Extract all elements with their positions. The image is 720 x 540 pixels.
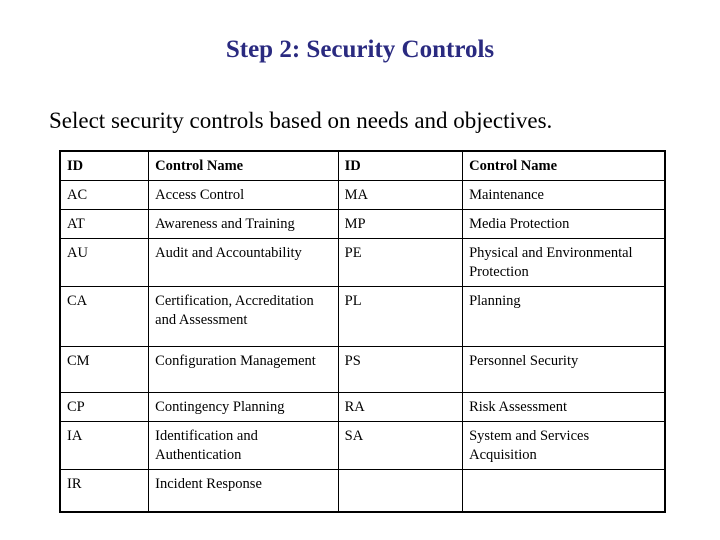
control-name-cell: Media Protection [463, 210, 665, 239]
control-name-cell: Physical and Environmental Protection [463, 239, 665, 287]
control-name-cell: Awareness and Training [149, 210, 338, 239]
header-id-2: ID [338, 151, 462, 181]
table-row [60, 210, 665, 239]
table-row [60, 422, 665, 470]
slide-subtitle: Select security controls based on needs and objectives. [49, 108, 553, 133]
control-name-cell: Contingency Planning [149, 393, 338, 422]
control-id-cell: PS [338, 347, 462, 393]
control-name-cell: Risk Assessment [463, 393, 665, 422]
control-id-cell [338, 470, 462, 512]
control-id-cell: MA [338, 181, 462, 210]
control-id-cell: CM [60, 347, 149, 393]
control-id-cell: CA [60, 287, 149, 347]
slide-title: Step 2: Security Controls [225, 36, 495, 63]
table-row [60, 181, 665, 210]
header-name-1: Control Name [149, 151, 338, 181]
control-id-cell: IA [60, 422, 149, 470]
control-name-cell: Planning [463, 287, 665, 347]
control-name-cell [463, 470, 665, 512]
control-name-cell: Incident Response [149, 470, 338, 512]
control-id-cell: MP [338, 210, 462, 239]
table-row [60, 347, 665, 393]
control-id-cell: PL [338, 287, 462, 347]
control-id-cell: AC [60, 181, 149, 210]
control-id-cell: RA [338, 393, 462, 422]
control-name-cell: Identification and Authentication [149, 422, 338, 470]
table-row [60, 393, 665, 422]
control-id-cell: IR [60, 470, 149, 512]
security-controls-table [59, 150, 666, 513]
table-row [60, 287, 665, 347]
control-id-cell: AU [60, 239, 149, 287]
control-id-cell: AT [60, 210, 149, 239]
table-header-row [60, 151, 665, 181]
control-name-cell: Certification, Accreditation and Assessment [149, 287, 338, 347]
table-row [60, 470, 665, 512]
control-name-cell: Configuration Management [149, 347, 338, 393]
control-name-cell: Maintenance [463, 181, 665, 210]
control-id-cell: CP [60, 393, 149, 422]
control-name-cell: Audit and Accountability [149, 239, 338, 287]
header-name-2: Control Name [463, 151, 665, 181]
control-id-cell: SA [338, 422, 462, 470]
control-id-cell: PE [338, 239, 462, 287]
table-row [60, 239, 665, 287]
control-name-cell: System and Services Acquisition [463, 422, 665, 470]
header-id-1: ID [60, 151, 149, 181]
control-name-cell: Access Control [149, 181, 338, 210]
control-name-cell: Personnel Security [463, 347, 665, 393]
